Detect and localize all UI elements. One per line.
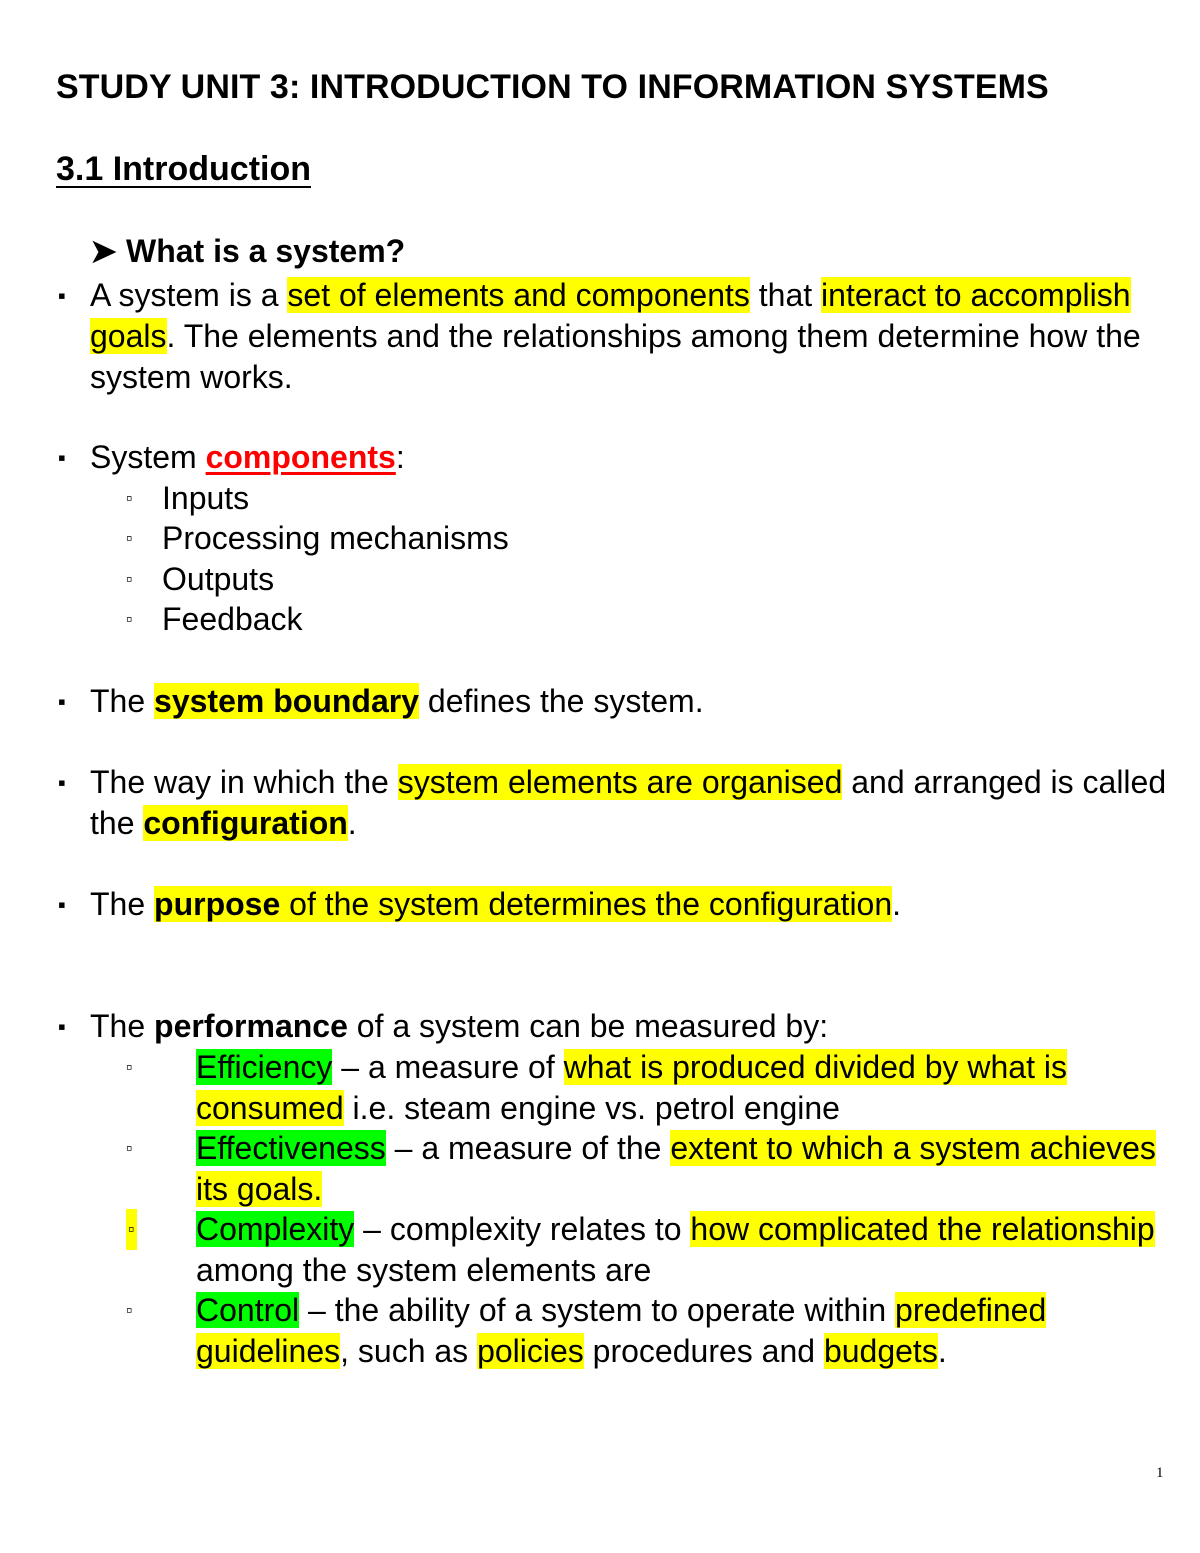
square-bullet-icon: ▪: [58, 689, 66, 714]
definition-text: . The elements and the relationships among them determine how the system works.: [90, 318, 1141, 395]
highlight-extent-goals: extent to which a system achieves its goals.: [196, 1130, 1156, 1207]
complexity-text: – complexity relates to: [354, 1211, 691, 1247]
list-item-effectiveness: [126, 1128, 1176, 1210]
configuration-bullet: [58, 762, 1170, 844]
section-heading: 3.1 Introduction: [56, 150, 311, 188]
definition-text: A system is a: [90, 277, 288, 313]
configuration-text: .: [347, 805, 357, 841]
arrow-bullet-icon: ➤: [90, 233, 117, 269]
boundary-text: defines the system.: [419, 683, 704, 719]
hollow-square-bullet-icon: ▫: [126, 569, 133, 589]
term-complexity: Complexity: [196, 1211, 355, 1247]
performance-text: of a system can be measured by:: [347, 1008, 829, 1044]
definition-bullet: [58, 275, 1170, 398]
component-label: Feedback: [162, 601, 303, 637]
purpose-text: The: [90, 886, 155, 922]
control-text: , such as: [340, 1333, 478, 1369]
highlight-interact-goals: interact to accomplish goals: [90, 277, 1131, 354]
hollow-square-bullet-icon: ▫: [126, 1300, 133, 1320]
performance-bullet: [58, 1006, 1170, 1047]
components-bullet: [58, 437, 1170, 478]
control-text: procedures and: [583, 1333, 824, 1369]
highlight-purpose-phrase: of the system determines the configuration: [280, 886, 893, 922]
highlight-organised: system elements are organised: [397, 764, 843, 800]
component-label: Outputs: [162, 561, 275, 597]
effectiveness-text: – a measure of the: [385, 1130, 671, 1166]
square-bullet-icon: ▪: [58, 892, 66, 917]
page-title: STUDY UNIT 3: INTRODUCTION TO INFORMATION SYSTEMS: [56, 68, 1049, 106]
hollow-square-bullet-icon: ▫: [126, 1138, 133, 1158]
term-efficiency: Efficiency: [196, 1049, 333, 1085]
highlight-system-boundary: system boundary: [154, 683, 419, 719]
term-control: Control: [196, 1292, 300, 1328]
purpose-bullet: [58, 884, 1170, 925]
list-item-control: [126, 1290, 1176, 1372]
hollow-square-bullet-icon: ▫: [126, 528, 133, 548]
complexity-text: among the system elements are: [196, 1252, 652, 1288]
list-item: [126, 599, 303, 640]
square-bullet-icon: ▪: [58, 1014, 66, 1039]
efficiency-text: i.e. steam engine vs. petrol engine: [343, 1090, 840, 1126]
question-text: What is a system?: [126, 233, 406, 269]
boundary-text: The: [90, 683, 155, 719]
components-text: :: [395, 439, 405, 475]
square-bullet-icon: ▪: [58, 770, 66, 795]
highlight-purpose: purpose: [154, 886, 281, 922]
configuration-text: The way in which the: [90, 764, 398, 800]
highlight-budgets: budgets: [823, 1333, 938, 1369]
term-effectiveness: Effectiveness: [196, 1130, 386, 1166]
list-item-complexity: [128, 1209, 1176, 1291]
control-text: .: [937, 1333, 947, 1369]
component-label: Processing mechanisms: [162, 520, 509, 556]
hollow-square-bullet-icon: ▫: [126, 609, 133, 629]
list-item: [126, 478, 250, 519]
list-item: [126, 559, 275, 600]
hollow-square-bullet-icon: ▫: [126, 488, 133, 508]
definition-text: that: [749, 277, 822, 313]
hollow-square-bullet-icon: ▫: [126, 1057, 133, 1077]
control-text: – the ability of a system to operate within: [299, 1292, 896, 1328]
components-text: System: [90, 439, 206, 475]
performance-text: The: [90, 1008, 155, 1044]
highlight-complicated-relationship: how complicated the relationship: [690, 1211, 1155, 1247]
performance-emphasis: performance: [154, 1008, 348, 1044]
highlight-predefined-guidelines: predefined guidelines: [196, 1292, 1047, 1369]
page-number: 1: [1156, 1465, 1164, 1481]
boundary-bullet: [58, 681, 1170, 722]
square-bullet-icon: ▪: [58, 283, 66, 308]
list-item-efficiency: [126, 1047, 1176, 1129]
component-label: Inputs: [162, 480, 250, 516]
highlight-configuration: configuration: [143, 805, 348, 841]
list-item: [126, 518, 509, 559]
purpose-text: .: [892, 886, 902, 922]
highlight-policies: policies: [477, 1333, 584, 1369]
question-line: [90, 232, 405, 270]
components-emphasis: components: [205, 439, 396, 475]
configuration-text: and arranged is called the: [90, 764, 1167, 841]
highlight-produced-consumed: what is produced divided by what is consumed: [196, 1049, 1067, 1126]
square-bullet-icon: ▪: [58, 445, 66, 470]
highlight-elements-components: set of elements and components: [287, 277, 750, 313]
hollow-square-bullet-icon: ▫: [126, 1209, 137, 1250]
efficiency-text: – a measure of: [332, 1049, 564, 1085]
